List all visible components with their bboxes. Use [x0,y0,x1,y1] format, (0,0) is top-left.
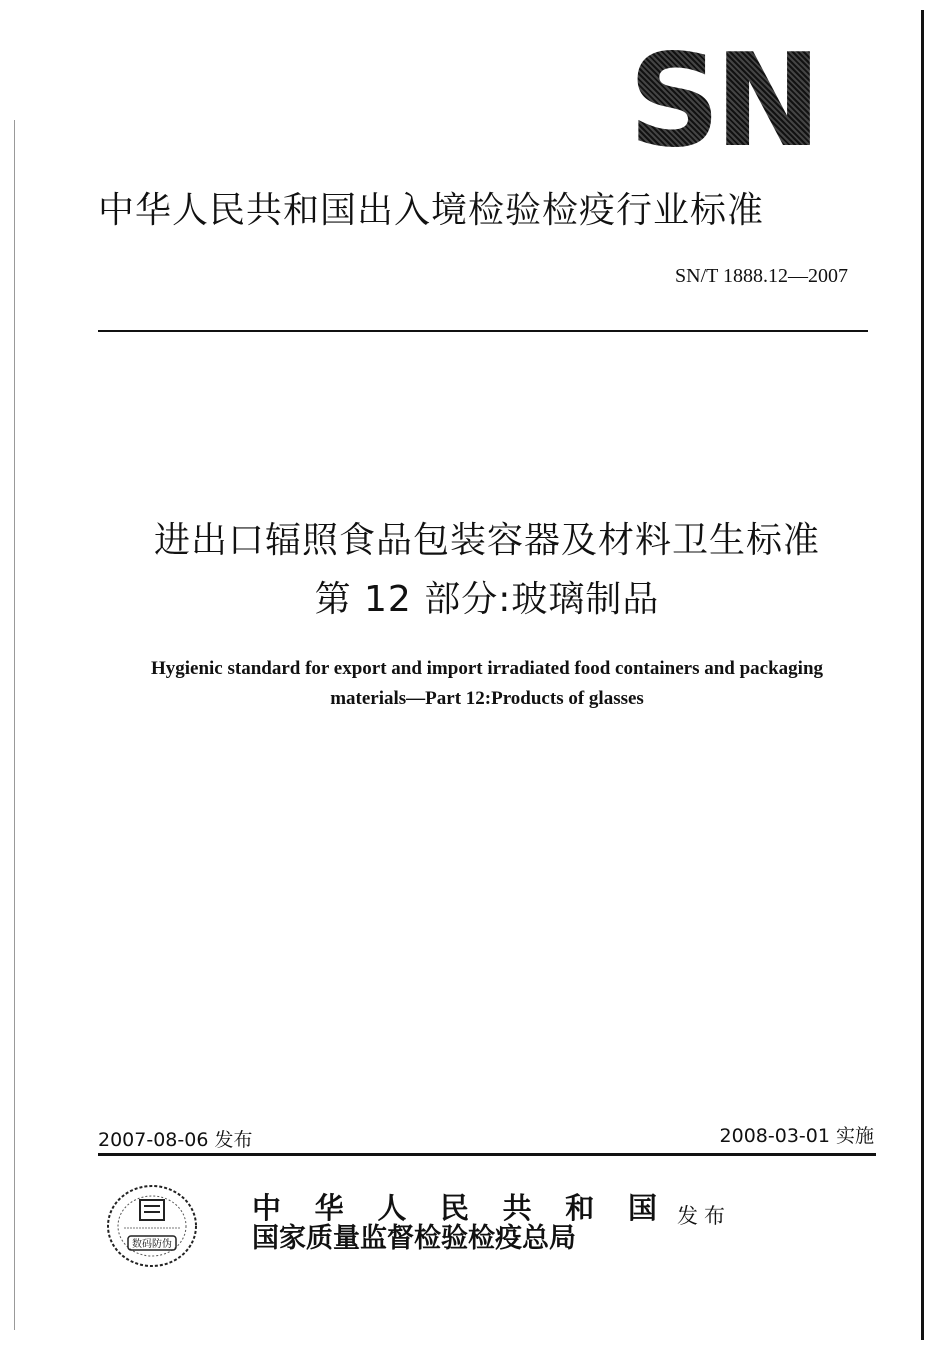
standard-category-title: 中华人民共和国出入境检验检疫行业标准 [98,190,765,231]
publisher-char: 中 [252,1191,282,1225]
cn-title-line-2: 第 12 部分:玻璃制品 [314,579,660,620]
publish-label: 发布 [677,1204,731,1228]
publisher-char: 国 [627,1191,657,1225]
seal-icon [104,1182,200,1270]
sn-logo-text: SN [628,27,816,176]
publisher-char: 民 [439,1191,469,1225]
header-divider [98,330,868,332]
scan-edge-right [921,10,924,1340]
en-title-line-1: Hygienic standard for export and import irradiated food containers and packaging [150,658,824,679]
cn-title-line-1: 进出口辐照食品包装容器及材料卫生标准 [153,520,820,561]
publisher-agency: 国家质量监督检验检疫总局 [252,1223,576,1254]
scan-edge-left [14,120,15,1330]
standard-code: SN/T 1888.12—2007 [675,265,848,287]
publisher-char: 和 [565,1191,595,1225]
publisher-char: 共 [502,1191,532,1225]
publisher-char: 华 [314,1191,344,1225]
publisher-char: 人 [377,1191,407,1225]
implementation-date: 2008-03-01 实施 [719,1125,874,1147]
anti-counterfeit-seal [104,1182,200,1270]
footer-divider [98,1153,876,1156]
seal-text: 数码防伪 [132,1239,172,1250]
sn-logo [628,27,816,176]
en-title-line-2: materials—Part 12:Products of glasses [330,688,644,709]
issue-date: 2007-08-06 发布 [98,1129,253,1151]
